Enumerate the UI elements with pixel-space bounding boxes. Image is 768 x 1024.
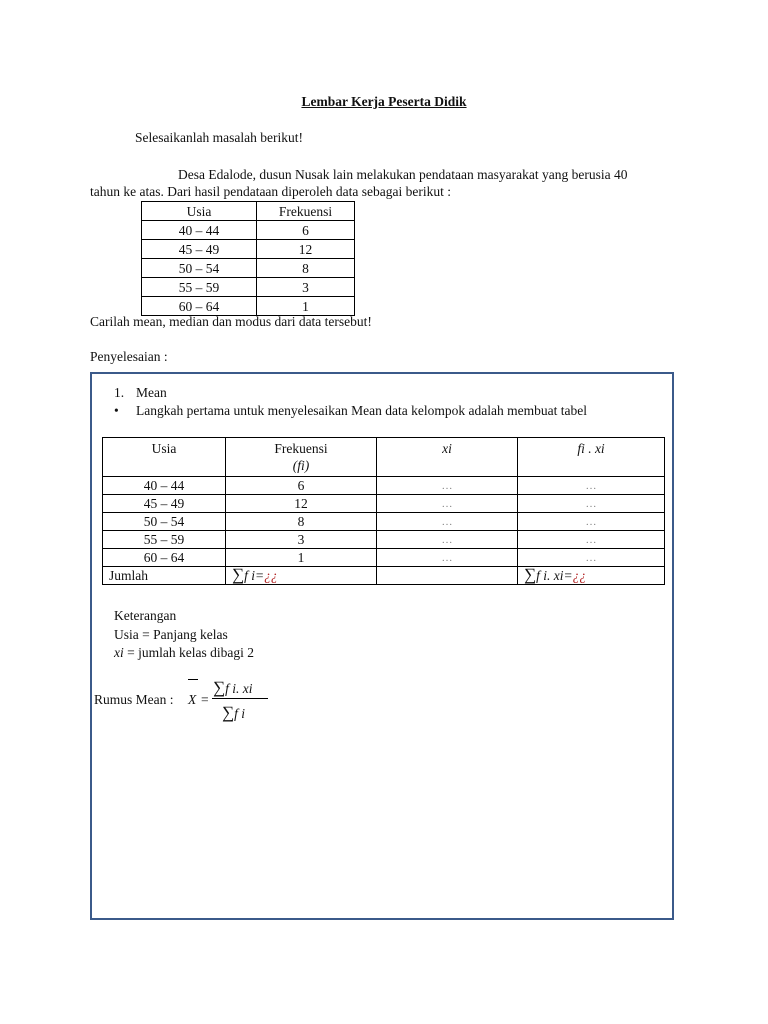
cell-usia: 50 – 54 xyxy=(103,513,226,531)
cell-usia: 45 – 49 xyxy=(103,495,226,513)
sigma-symbol: ∑ xyxy=(213,678,226,697)
cell-xi: … xyxy=(377,477,518,495)
formula-numerator xyxy=(213,678,253,698)
cell-xi: … xyxy=(377,495,518,513)
bullet-icon: • xyxy=(114,403,119,418)
table-row xyxy=(103,495,665,513)
sum-fixi-expr: f i. xi= xyxy=(536,568,573,583)
table-row xyxy=(142,259,355,278)
table-header-row xyxy=(103,438,665,477)
sum-fixi-placeholder: ¿¿ xyxy=(572,568,587,583)
note-xi xyxy=(114,645,254,661)
cell-usia: 40 – 44 xyxy=(103,477,226,495)
total-label: Jumlah xyxy=(103,567,226,585)
xbar-overline xyxy=(188,679,198,680)
sigma-symbol: ∑ xyxy=(232,565,245,584)
cell-usia: 40 – 44 xyxy=(142,221,257,240)
sigma-symbol: ∑ xyxy=(222,703,235,722)
table-total-row xyxy=(103,567,665,585)
table-row xyxy=(142,240,355,259)
sum-fi-expr: f i= xyxy=(244,568,265,583)
formula-denominator xyxy=(222,703,245,723)
cell-frekuensi: 12 xyxy=(226,495,377,513)
cell-usia: 55 – 59 xyxy=(103,531,226,549)
cell-fixi: … xyxy=(518,477,665,495)
cell-xi: … xyxy=(377,549,518,567)
instruction: Selesaikanlah masalah berikut! xyxy=(135,130,303,145)
cell-frekuensi: 12 xyxy=(257,240,355,259)
cell-usia: 45 – 49 xyxy=(142,240,257,259)
formula-numerator-expr: f i. xi xyxy=(225,681,253,696)
fraction-bar xyxy=(212,698,268,699)
sigma-symbol: ∑ xyxy=(524,565,537,584)
solution-label: Penyelesaian : xyxy=(90,349,168,364)
question: Carilah mean, median dan modus dari data tersebut! xyxy=(90,314,372,329)
cell-frekuensi: 6 xyxy=(257,221,355,240)
header-frekuensi-line1: Frekuensi xyxy=(274,441,328,456)
header-fixi: fi . xi xyxy=(518,438,665,477)
sum-fi-placeholder: ¿¿ xyxy=(264,568,278,583)
table-header-row xyxy=(142,202,355,221)
cell-usia: 60 – 64 xyxy=(103,549,226,567)
table-row xyxy=(103,513,665,531)
page-title: Lembar Kerja Peserta Didik xyxy=(301,94,467,109)
cell-fixi: … xyxy=(518,513,665,531)
item-number: 1. xyxy=(114,385,125,400)
mean-table xyxy=(102,437,665,585)
formula-denominator-expr: f i xyxy=(234,706,246,721)
cell-usia: 60 – 64 xyxy=(142,297,257,316)
bullet-step xyxy=(114,403,587,419)
table-row xyxy=(103,477,665,495)
cell-xi: … xyxy=(377,531,518,549)
cell-frekuensi: 8 xyxy=(226,513,377,531)
cell-frekuensi: 3 xyxy=(226,531,377,549)
cell-frekuensi: 8 xyxy=(257,259,355,278)
item-title: Mean xyxy=(136,385,167,400)
header-usia: Usia xyxy=(103,438,226,477)
cell-fixi: … xyxy=(518,549,665,567)
problem-line-1: Desa Edalode, dusun Nusak lain melakukan pendataan masyarakat yang berusia 40 xyxy=(178,167,628,182)
header-frekuensi: Frekuensi xyxy=(257,202,355,221)
formula-equals: = xyxy=(201,692,209,707)
table-row xyxy=(142,297,355,316)
cell-xi: … xyxy=(377,513,518,531)
cell-usia: 55 – 59 xyxy=(142,278,257,297)
notes-title: Keterangan xyxy=(114,608,177,623)
table-row xyxy=(142,278,355,297)
bullet-text: Langkah pertama untuk menyelesaikan Mean data kelompok adalah membuat tabel xyxy=(136,403,587,418)
note-xi-var: xi xyxy=(114,645,124,660)
problem-line-2: tahun ke atas. Dari hasil pendataan diperoleh data sebagai berikut : xyxy=(90,184,451,199)
header-usia: Usia xyxy=(142,202,257,221)
table-row xyxy=(103,549,665,567)
sum-xi-empty xyxy=(377,567,518,585)
cell-fixi: … xyxy=(518,531,665,549)
sum-fi xyxy=(226,567,377,585)
cell-frekuensi: 1 xyxy=(226,549,377,567)
table-row xyxy=(103,531,665,549)
sum-fixi xyxy=(518,567,665,585)
header-frekuensi-line2: (fi) xyxy=(292,458,310,473)
header-frekuensi xyxy=(226,438,377,477)
note-usia: Usia = Panjang kelas xyxy=(114,627,228,642)
cell-fixi: … xyxy=(518,495,665,513)
data-table xyxy=(141,201,355,316)
formula-label: Rumus Mean : xyxy=(94,692,174,707)
cell-frekuensi: 1 xyxy=(257,297,355,316)
cell-usia: 50 – 54 xyxy=(142,259,257,278)
mean-heading xyxy=(114,385,167,401)
note-xi-text: = jumlah kelas dibagi 2 xyxy=(123,645,254,660)
table-row xyxy=(142,221,355,240)
header-xi: xi xyxy=(377,438,518,477)
cell-frekuensi: 6 xyxy=(226,477,377,495)
cell-frekuensi: 3 xyxy=(257,278,355,297)
formula-xbar: X xyxy=(188,692,197,707)
